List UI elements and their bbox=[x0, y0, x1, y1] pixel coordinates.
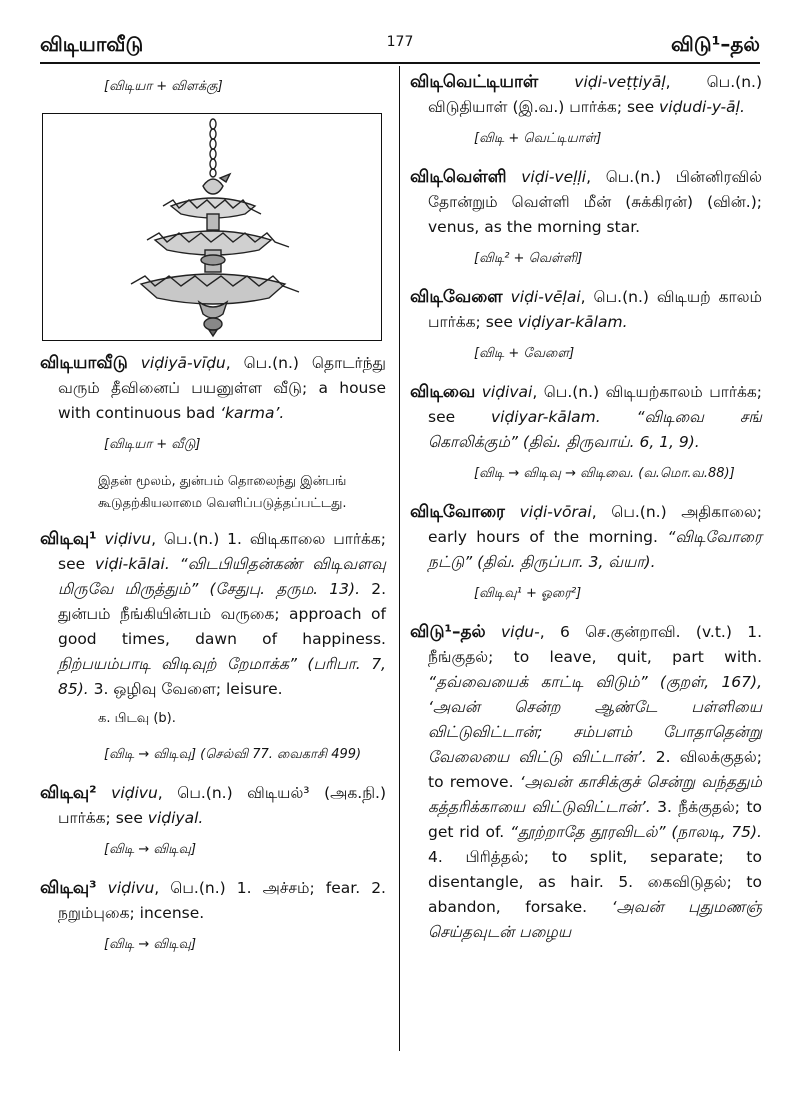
quotation: “விடிவோரை நட்டு” (திவ். திருப்பா. 3, வ்யா). bbox=[428, 528, 762, 571]
transliteration: viḍiyā-vīḍu bbox=[140, 354, 226, 372]
entry-vidiyaveedu bbox=[40, 351, 386, 426]
transliteration: viḍivai bbox=[481, 383, 533, 401]
definition: , பெ.(n.) விடியல்³ (அக.நி.) பார்க்க; see bbox=[58, 784, 386, 827]
definition: 4. பிரித்தல்; to split, separate; to disentangle, as hair. 5. கைவிடுதல்; to abandon, forsake. bbox=[428, 848, 762, 916]
column-divider bbox=[399, 66, 400, 1051]
quotation: “விடபியிதன்கண் விடிவளவு மிருவே மிருத்தும்” (சேதுபு. தரும. 13). bbox=[58, 555, 386, 598]
etymology: [விடியா + விளக்கு] bbox=[104, 79, 223, 94]
entry-vidivorai bbox=[410, 500, 762, 575]
page-number: 177 bbox=[386, 34, 414, 50]
etymology: [விடி → விடிவு] bbox=[104, 842, 197, 857]
hanging-lamp-icon bbox=[43, 114, 381, 340]
definition: , பெ.(n.) விடுதியாள் (இ.வ.) பார்க்க; see bbox=[428, 73, 762, 116]
transliteration: viḍu- bbox=[500, 623, 540, 641]
headword: விடிவெட்டியாள் bbox=[410, 72, 539, 92]
headword: விடிவு² bbox=[40, 783, 97, 803]
cross-reference: viḍiyal. bbox=[147, 809, 204, 827]
etymology: [விடி² + வெள்ளி] bbox=[474, 251, 583, 266]
quotation: நிற்பயம்பாடி விடிவுற் றேமாக்க” (பரிபா. 7, 85). bbox=[58, 655, 386, 698]
etymology: [விடி → விடிவு] bbox=[104, 937, 197, 952]
definition-italic: ‘karma’. bbox=[220, 404, 285, 422]
etymology: [விடி → விடிவு] (செல்வி 77. வைகாசி 499) bbox=[104, 747, 362, 762]
definition: 2. விலக்குதல்; to remove. bbox=[428, 748, 762, 791]
etymology: [விடிவு¹ + ஓரை²] bbox=[474, 586, 582, 601]
headword: விடிவு³ bbox=[40, 878, 97, 898]
cross-reference: viḍi-kālai. bbox=[95, 555, 170, 573]
transliteration: viḍivu bbox=[107, 879, 155, 897]
headword: விடிவெள்ளி bbox=[410, 167, 507, 187]
note: க. பிடவு (b). bbox=[98, 711, 176, 726]
transliteration: viḍivu bbox=[104, 530, 152, 548]
headword: விடிவேளை bbox=[410, 287, 503, 307]
etymology: [விடியா + வீடு] bbox=[104, 437, 201, 452]
entry-vidudal bbox=[410, 620, 762, 945]
definition: 3. நீக்குதல்; to get rid of. bbox=[428, 798, 763, 841]
quotation: “விடிவை சங் கொலிக்கும்” (திவ். திருவாய். 6, 1, 9). bbox=[428, 408, 762, 451]
cross-reference: viḍudi-y-āḷ. bbox=[659, 98, 745, 116]
left-column bbox=[40, 70, 386, 971]
right-column bbox=[410, 70, 762, 951]
definition: , பெ.(n.) விடியற் காலம் பார்க்க; see bbox=[428, 288, 762, 331]
etymology: [விடி + வேளை] bbox=[474, 346, 575, 361]
header-right-guideword: விடு¹–தல் bbox=[671, 32, 760, 56]
quotation: ‘அவன் காசிக்குச் சென்று வந்ததும் கத்தரிக்காயை விட்டுவிட்டான்’. bbox=[428, 773, 762, 816]
transliteration: viḍivu bbox=[111, 784, 158, 802]
entry-vidivelai bbox=[410, 285, 762, 335]
definition: , பெ.(n.) விடியற்காலம் பார்க்க; see bbox=[428, 383, 762, 426]
quotation: “தவ்வையைக் காட்டி விடும்” (குறள், 167), ‘அவன் சென்ற ஆண்டே பள்ளியை விட்டுவிட்டான்; சம்பளம் போதாதென்று வேலையை விட்டு விட்டான்’. bbox=[428, 673, 762, 766]
entry-vidivelli bbox=[410, 165, 762, 240]
headword: விடு¹–தல் bbox=[410, 622, 486, 642]
definition: 2. துன்பம் நீங்கியின்பம் வருகை; approach of good times, dawn of happiness. bbox=[58, 580, 386, 648]
chain bbox=[210, 119, 216, 177]
definition: , பெ.(n.) பின்னிரவில் தோன்றும் வெள்ளி மீன் (சுக்கிரன்) (வின்.); venus, as the morning star. bbox=[428, 168, 762, 236]
entry-vidivu-3 bbox=[40, 876, 386, 926]
definition: , பெ.(n.) தொடர்ந்து வரும் தீவினைப் பயனுள்ள வீடு; a house with continuous bad bbox=[58, 354, 386, 422]
lamp-illustration bbox=[42, 113, 382, 341]
entry-vidivu-1 bbox=[40, 527, 386, 702]
transliteration: viḍi-veḷḷi bbox=[521, 168, 587, 186]
entry-vidivai bbox=[410, 380, 762, 455]
entry-vidivu-2 bbox=[40, 781, 386, 831]
headword: விடிவை bbox=[410, 382, 476, 402]
definition: 3. ஒழிவு வேளை; leisure. bbox=[88, 680, 283, 698]
definition: , பெ.(n.) 1. அச்சம்; fear. 2. நறும்புகை; incense. bbox=[58, 879, 386, 922]
definition: , பெ.(n.) 1. விடிகாலை பார்க்க; see bbox=[58, 530, 387, 573]
transliteration: viḍi-veṭṭiyāḷ bbox=[574, 73, 666, 91]
page-header bbox=[40, 32, 760, 60]
etymology: [விடி → விடிவு → விடிவை. (வ.மொ.வ.88)] bbox=[474, 466, 735, 481]
quotation: “தூற்றாதே தூரவிடல்” (நாலடி, 75). bbox=[509, 823, 762, 841]
header-rule bbox=[40, 62, 760, 64]
note: இதன் மூலம், துன்பம் தொலைந்து இன்பங் கூடுதற்கியலாமை வெளிப்படுத்தப்பட்டது. bbox=[98, 474, 347, 511]
cross-reference: viḍiyar-kālam. bbox=[517, 313, 628, 331]
headword: விடிவோரை bbox=[410, 502, 505, 522]
definition: , 6 செ.குன்றாவி. (v.t.) 1. நீங்குதல்; to leave, quit, part with. bbox=[428, 623, 762, 666]
quotation: ‘அவன் புதுமணஞ் செய்தவுடன் பழைய bbox=[428, 898, 762, 941]
etymology: [விடி + வெட்டியாள்] bbox=[474, 131, 602, 146]
entry-vidivettiyal bbox=[410, 70, 762, 120]
headword: விடியாவீடு bbox=[40, 353, 128, 373]
definition: , பெ.(n.) அதிகாலை; early hours of the morning. bbox=[428, 503, 762, 546]
cross-reference: viḍiyar-kālam. bbox=[490, 408, 601, 426]
transliteration: viḍi-vēḷai bbox=[510, 288, 581, 306]
transliteration: viḍi-vōrai bbox=[519, 503, 592, 521]
header-left-guideword: விடியாவீடு bbox=[40, 32, 144, 56]
headword: விடிவு¹ bbox=[40, 529, 97, 549]
